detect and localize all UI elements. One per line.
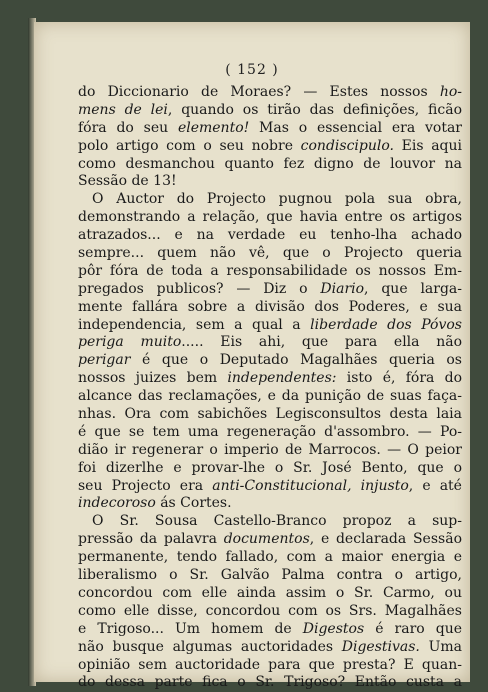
text-line: [78, 317, 462, 335]
text-segment: , quando os tirão das definições, ficão: [167, 101, 462, 118]
text-segment: opinião sem auctoridade para que presta? E quan-: [78, 656, 462, 673]
text-segment: como desmanchou quanto fez digno de louvor na: [78, 155, 462, 172]
text-line: [78, 352, 462, 370]
text-segment: demonstrando a relação, que havia entre os artigos: [78, 209, 462, 226]
text-line: [78, 657, 462, 675]
text-line: [78, 531, 462, 549]
italic-text: independentes:: [227, 370, 337, 387]
text-line: [78, 406, 462, 424]
text-line: [78, 388, 462, 406]
text-segment: Mas o essencial era votar: [249, 119, 462, 136]
text-segment: atrazados... e na verdade eu tenho-lha achado: [78, 227, 462, 244]
text-segment: foi dizerlhe e provar-lhe o Sr. José Bento, que o: [78, 459, 462, 476]
text-line: [78, 674, 462, 692]
italic-text: indecoroso: [78, 495, 156, 512]
text-segment: é raro que: [364, 620, 462, 637]
text-line: [78, 621, 462, 639]
italic-text: condiscipulo.: [300, 137, 394, 154]
text-segment: isto é, fóra do: [336, 370, 462, 387]
text-line: [78, 156, 462, 174]
text-segment: O Sr. Sousa Castello-Branco propoz a sup-: [92, 513, 462, 530]
italic-text: perigar: [78, 352, 131, 369]
italic-text: ho-: [439, 84, 462, 100]
text-line: [78, 495, 462, 513]
italic-text: periga muito: [78, 334, 182, 351]
text-segment: Uma: [419, 638, 462, 655]
text-line: [78, 513, 462, 531]
text-line: [78, 263, 462, 281]
text-line: [78, 299, 462, 317]
text-line: [78, 424, 462, 442]
text-segment: seu Projecto era: [78, 477, 213, 494]
text-line: [78, 567, 462, 585]
text-line: [78, 603, 462, 621]
text-segment: mente fallára sobre a divisão dos Poderes, e sua: [78, 298, 462, 315]
text-segment: nhas. Ora com sabichões Legisconsultos desta laia: [78, 406, 462, 423]
text-segment: Eis aqui: [393, 137, 462, 154]
text-segment: pregados publicos? — Diz o: [78, 280, 321, 297]
text-segment: , que larga-: [364, 280, 462, 297]
italic-text: mens de lei: [78, 101, 168, 118]
body-text: [78, 84, 462, 692]
text-segment: independencia, sem a qual a: [78, 316, 311, 333]
text-line: [78, 370, 462, 388]
text-line: [78, 227, 462, 245]
text-segment: nossos juizes bem: [78, 370, 228, 387]
italic-text: anti-Constitucional, injusto: [212, 477, 409, 494]
book-page: [34, 22, 470, 691]
italic-text: Digestivas.: [341, 638, 420, 655]
text-line: [78, 639, 462, 657]
text-line: [78, 460, 462, 478]
text-segment: ..... Eis ahi, que para ella não: [181, 334, 462, 351]
text-line: [78, 442, 462, 460]
text-line: [78, 245, 462, 263]
text-line: [78, 138, 462, 156]
text-line: [78, 209, 462, 227]
text-segment: é que se tem uma regeneração d'assombro. — Po-: [78, 423, 462, 440]
text-line: [78, 84, 462, 102]
text-segment: é que o Deputado Magalhães queria os: [130, 352, 462, 369]
text-segment: alcance das reclamações, e da punição de suas faça-: [78, 388, 462, 405]
text-segment: O Auctor do Projecto pugnou pola sua obra,: [92, 191, 462, 208]
text-segment: do Diccionario de Moraes? — Estes nossos: [78, 84, 440, 100]
page-number: ( 152 ): [225, 62, 279, 78]
text-segment: sempre... quem não vê, que o Projecto queria: [78, 245, 462, 262]
text-segment: do dessa parte fica o Sr. Trigoso? Então custa a: [78, 674, 462, 691]
text-line: [78, 334, 462, 352]
text-segment: , e declarada Sessão: [309, 531, 462, 548]
text-segment: ás Cortes.: [155, 495, 232, 512]
text-line: [78, 585, 462, 603]
italic-text: Diario: [320, 280, 365, 297]
text-line: [78, 478, 462, 496]
text-segment: pressão da palavra: [78, 531, 224, 548]
text-line: [78, 102, 462, 120]
text-segment: fóra do seu: [78, 119, 178, 136]
text-line: [78, 549, 462, 567]
text-segment: não busque algumas auctoridades: [78, 638, 342, 655]
text-segment: liberalismo o Sr. Galvão Palma contra o artigo,: [78, 567, 462, 584]
italic-text: elemento!: [177, 119, 250, 136]
text-segment: dião ir regenerar o imperio de Marrocos. — O peior: [78, 441, 462, 458]
text-segment: permanente, tendo fallado, com a maior energia e: [78, 549, 462, 566]
text-segment: pôr fóra de toda a responsabilidade os nossos Em-: [78, 262, 462, 279]
italic-text: liberdade dos Póvos: [310, 316, 462, 333]
italic-text: documentos: [223, 531, 310, 548]
text-segment: e Trigoso... Um homem de: [78, 620, 303, 637]
text-segment: , e até: [408, 477, 462, 494]
text-segment: como elle disse, concordou com os Srs. Magalhães: [78, 602, 462, 619]
text-line: [78, 173, 462, 191]
text-segment: polo artigo com o seu nobre: [78, 137, 301, 154]
text-segment: Sessão de 13!: [78, 173, 177, 190]
text-line: [78, 191, 462, 209]
text-line: [78, 120, 462, 138]
italic-text: Digestos: [302, 620, 365, 637]
text-line: [78, 281, 462, 299]
text-segment: concordou com elle ainda assim o Sr. Carmo, ou: [78, 584, 462, 601]
